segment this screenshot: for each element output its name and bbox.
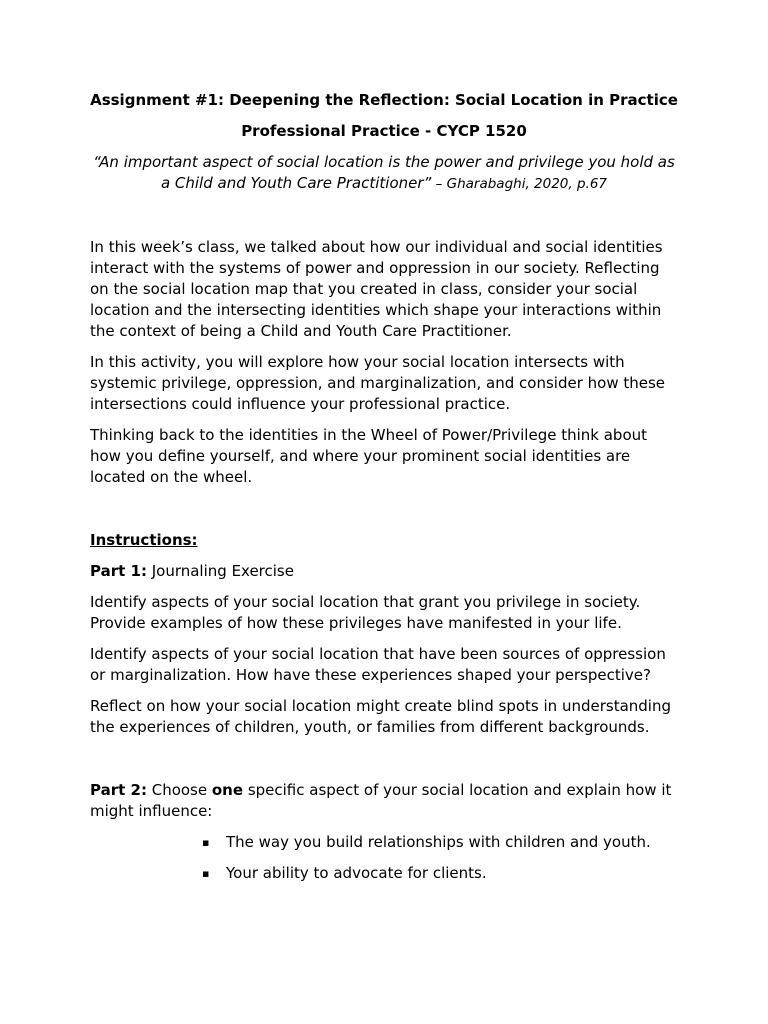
square-bullet-icon: ▪ — [202, 836, 210, 849]
part2-text-before: Choose — [146, 781, 212, 799]
part2-label: Part 2: — [90, 781, 147, 799]
part1-paragraph-3: Reflect on how your social location might create blind spots in understanding the experiences of children, youth, or families from different backgrounds. — [90, 697, 671, 736]
bullet-text: The way you build relationships with children and youth. — [226, 833, 651, 851]
instructions-heading: Instructions: — [90, 531, 198, 549]
square-bullet-icon: ▪ — [202, 867, 210, 880]
part1-label: Part 1: — [90, 562, 147, 580]
part1-paragraph-2: Identify aspects of your social location that have been sources of oppression or marginalization. How have these experiences shaped your perspective? — [90, 645, 666, 684]
course-subtitle: Professional Practice - CYCP 1520 — [241, 122, 527, 140]
part2-emphasis: one — [211, 781, 244, 799]
part1-heading — [90, 561, 678, 582]
quote-text: “An important aspect of social location is the power and privilege you hold as a Child and Youth Care Practitioner” — [93, 153, 675, 192]
bullet-text: Your ability to advocate for clients. — [226, 864, 487, 882]
intro-paragraph-3: Thinking back to the identities in the Wheel of Power/Privilege think about how you define yourself, and where your prominent social identities are located on the wheel. — [90, 426, 648, 486]
document-page — [90, 90, 678, 894]
epigraph-quote — [90, 152, 678, 195]
document-title: Assignment #1: Deepening the Reflection: Social Location in Practice — [90, 91, 678, 109]
quote-citation: – Gharabaghi, 2020, p.67 — [431, 176, 608, 192]
list-item — [90, 863, 678, 884]
list-item — [90, 832, 678, 853]
part1-paragraph-1: Identify aspects of your social location that grant you privilege in society. Provide examples of how these privileges have manifested in your life. — [90, 593, 641, 632]
part2-text-after: specific aspect of your social location and explain how it might influence: — [90, 781, 672, 820]
part2-paragraph — [90, 780, 678, 822]
part1-title: Journaling Exercise — [146, 562, 294, 580]
intro-paragraph-1: In this week’s class, we talked about how our individual and social identities interact with the systems of power and oppression in our society. Reflecting on the social location map that you created in class, consider your social location and the intersecting identities which shape your interactions within the context of being a Child and Youth Care Practitioner. — [90, 238, 663, 340]
intro-paragraph-2: In this activity, you will explore how your social location intersects with systemic privilege, oppression, and marginalization, and consider how these intersections could influence your professional practice. — [90, 353, 666, 413]
part2-bullet-list — [90, 832, 678, 884]
